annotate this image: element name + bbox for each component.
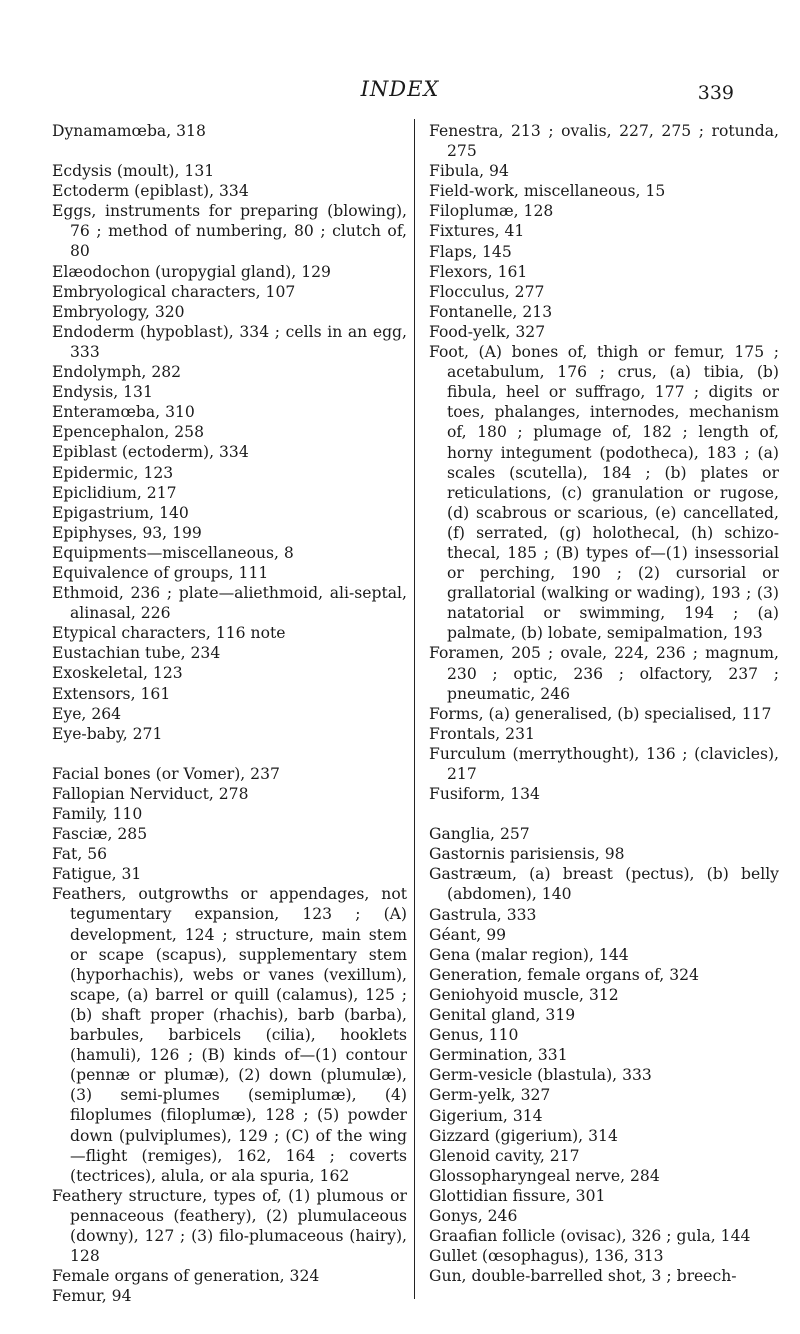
column-divider [414,119,415,1299]
index-entry: Eye-baby, 271 [52,724,163,743]
index-entry: Fontanelle, 213 [429,302,553,321]
index-entry: Etypical characters, 116 note [52,624,286,643]
index-entry: Feathers, outgrowths or appendages, not tegumentary expansion, 123 ; (A) development, 124 ; structure, main stem or scape (scapus), supplementary stem (hyporhachis), webs or vanes (vexillum), scape, (a) barrel or quill (calamus), 125 ; (b) shaft proper (rhachis), barb (barba), barbules, barbicels (cilia), hooklets (hamuli), 126 ; (B) kinds of—(1) contour (pennæ or plumæ), (2) down (plumulæ), (3) semi-plumes (semiplumæ), (4) filoplumes (filoplumæ), 128 ; (5) powder down (pulviplumes), 129 ; (C) of the wing—flight (remiges), 162, 164 ; coverts (tectrices), alula, or ala spuria, 162 [52,885,407,1185]
index-entry: Embryology, 320 [52,302,185,321]
index-entry: Epiphyses, 93, 199 [52,523,202,542]
index-entry: Equivalence of groups, 111 [52,563,269,582]
index-entry: Fibula, 94 [429,162,509,181]
index-entry: Gastornis parisiensis, 98 [429,845,625,864]
index-entry: Extensors, 161 [52,684,171,703]
index-entry: Feathery structure, types of, (1) plumous or pennaceous (feathery), (2) plumulaceous (downy), 127 ; (3) filo-plumaceous (hairy), 128 [52,1186,407,1266]
index-entry: Epencephalon, 258 [52,423,205,442]
index-entry: Glossopharyngeal nerve, 284 [429,1166,660,1185]
index-entry: Epidermic, 123 [52,463,174,482]
index-entry: Femur, 94 [52,1287,132,1306]
index-entry: Frontals, 231 [429,724,535,743]
index-entry: Flocculus, 277 [429,282,545,301]
index-entry: Gastræum, (a) breast (pectus), (b) belly (abdomen), 140 [429,865,779,904]
index-entry: Ganglia, 257 [429,825,530,844]
index-entry: Ecdysis (moult), 131 [52,162,215,181]
index-column-left [52,121,407,1306]
index-entry: Dynamamœba, 318 [52,122,206,140]
index-entry: Genus, 110 [429,1026,519,1045]
index-entry: Gigerium, 314 [429,1106,543,1125]
index-entry: Exoskeletal, 123 [52,664,183,683]
index-entry: Gullet (œsophagus), 136, 313 [429,1247,664,1266]
index-entry: Equipments—miscellaneous, 8 [52,543,294,562]
index-entry: Fusiform, 134 [429,785,540,804]
page-header [0,0,800,104]
index-entry: Epiblast (ectoderm), 334 [52,443,249,462]
index-entry: Fixtures, 41 [429,222,525,241]
index-entry: Gun, double-barrelled shot, 3 ; breech- [429,1267,737,1286]
index-entry: Facial bones (or Vomer), 237 [52,764,280,783]
index-entry: Ectoderm (epiblast), 334 [52,182,249,201]
index-entry: Gonys, 246 [429,1206,518,1225]
index-entry: Eustachian tube, 234 [52,644,221,663]
index-entry: Epigastrium, 140 [52,503,189,522]
index-entry: Embryological characters, 107 [52,282,296,301]
running-title: INDEX [360,77,440,101]
index-entry: Flaps, 145 [429,242,512,261]
index-entry: Forms, (a) generalised, (b) specialised, 117 [429,704,772,723]
index-entry: Fat, 56 [52,845,108,864]
index-entry: Geniohyoid muscle, 312 [429,985,619,1004]
index-entry: Foot, (A) bones of, thigh or femur, 175 ; acetabulum, 176 ; crus, (a) tibia, (b) fibula, heel or suffrago, 177 ; digits or toes, phalanges, internodes, mechanism of, 180 ; plumage of, 182 ; length of, horny integument (podotheca), 183 ; (a) scales (scutella), 184 ; (b) plates or reticulations, (c) granulation or rugose, (d) scabrous or scarious, (e) cancellated, (f) serrated, (g) holothecal, (h) schizo-thecal, 185 ; (B) types of—(1) insessorial or perching, 190 ; (2) cursorial or grallatorial (walking or wading), 193 ; (3) natatorial or swimming, 194 ; (a) palmate, (b) lobate, semipalmation, 193 [429,343,779,643]
index-entry: Germ-yelk, 327 [429,1086,551,1105]
index-entry: Géant, 99 [429,925,507,944]
index-entry: Genital gland, 319 [429,1006,576,1025]
index-entry: Eye, 264 [52,704,122,723]
index-entry: Ethmoid, 236 ; plate—aliethmoid, ali-septal, alinasal, 226 [52,584,407,623]
index-entry: Germination, 331 [429,1046,568,1065]
index-entry: Endysis, 131 [52,383,153,402]
index-entry: Generation, female organs of, 324 [429,965,699,984]
index-entry: Family, 110 [52,805,143,823]
index-entry: Filoplumæ, 128 [429,202,554,221]
index-entry: Endoderm (hypoblast), 334 ; cells in an egg, 333 [52,322,407,361]
index-entry: Germ-vesicle (blastula), 333 [429,1066,652,1085]
index-entry: Fasciæ, 285 [52,825,148,844]
index-entry: Fatigue, 31 [52,865,142,884]
index-column-right [429,121,779,1286]
page-number: 339 [697,82,734,104]
index-entry: Gastrula, 333 [429,905,537,924]
index-entry: Glottidian fissure, 301 [429,1186,606,1205]
index-entry: Gena (malar region), 144 [429,945,629,964]
index-entry: Epiclidium, 217 [52,483,177,502]
index-entry: Food-yelk, 327 [429,322,546,341]
index-entry: Fallopian Nerviduct, 278 [52,784,249,803]
index-entry: Field-work, miscellaneous, 15 [429,182,666,201]
index-entry: Foramen, 205 ; ovale, 224, 236 ; magnum, 230 ; optic, 236 ; olfactory, 237 ; pneumatic, 246 [429,644,779,703]
index-entry: Endolymph, 282 [52,363,182,382]
index-entry: Fenestra, 213 ; ovalis, 227, 275 ; rotunda, 275 [429,122,779,161]
index-entry: Female organs of generation, 324 [52,1267,320,1286]
index-entry: Graafian follicle (ovisac), 326 ; gula, 144 [429,1227,751,1246]
index-entry: Gizzard (gigerium), 314 [429,1126,618,1145]
index-entry: Flexors, 161 [429,262,528,281]
index-entry: Glenoid cavity, 217 [429,1146,580,1165]
index-entry: Enteramœba, 310 [52,403,195,422]
index-entry: Furculum (merrythought), 136 ; (clavicles), 217 [429,744,779,783]
index-entry: Elæodochon (uropygial gland), 129 [52,262,331,281]
index-entry: Eggs, instruments for preparing (blowing), 76 ; method of numbering, 80 ; clutch of, 80 [52,202,407,261]
